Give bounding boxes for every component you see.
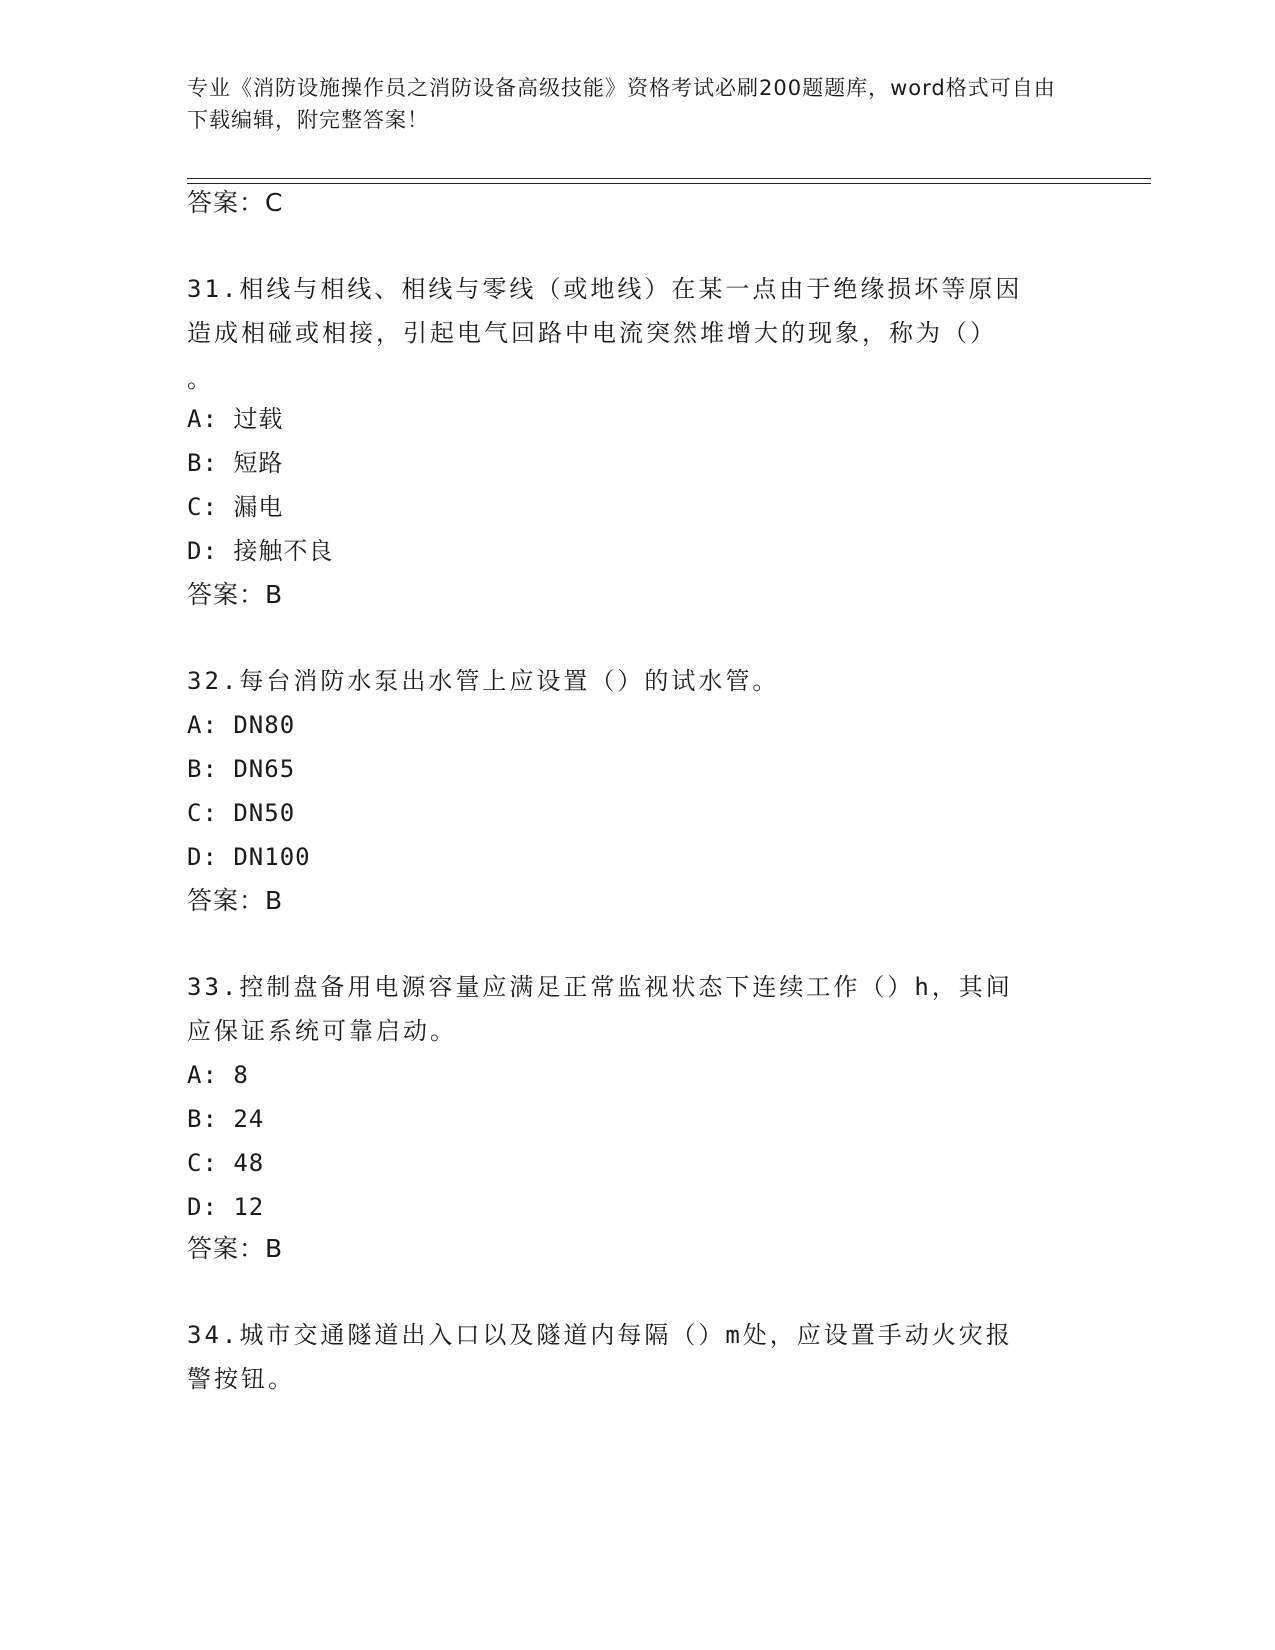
question-33-line-1: 33.控制盘备用电源容量应满足正常监视状态下连续工作（）h，其间 [187, 973, 1013, 1001]
question-33-option-b: B: 24 [187, 1105, 265, 1133]
question-31-line-1: 31.相线与相线、相线与零线（或地线）在某一点由于绝缘损坏等原因 [187, 275, 1023, 303]
question-33-line-2: 应保证系统可靠启动。 [187, 1017, 457, 1045]
question-31-line-3: 。 [187, 365, 214, 393]
question-31-answer: 答案：B [187, 580, 284, 609]
question-32-option-b: B: DN65 [187, 755, 296, 783]
question-31-option-d: D: 接触不良 [187, 537, 334, 565]
question-33-answer: 答案：B [187, 1234, 284, 1263]
question-31-option-c: C: 漏电 [187, 493, 284, 521]
page-header: 专业《消防设施操作员之消防设备高级技能》资格考试必刷200题题库，word格式可自由下载编辑，附完整答案！ [187, 76, 1056, 132]
question-32-line-1: 32.每台消防水泵出水管上应设置（）的试水管。 [187, 667, 780, 695]
previous-answer: 答案：C [187, 188, 284, 217]
question-32-answer: 答案：B [187, 886, 284, 915]
question-34-line-1: 34.城市交通隧道出入口以及隧道内每隔（）m处，应设置手动火灾报 [187, 1321, 1013, 1349]
question-32-option-d: D: DN100 [187, 843, 311, 871]
question-31-line-2: 造成相碰或相接，引起电气回路中电流突然堆增大的现象，称为（） [187, 319, 997, 347]
question-32-option-c: C: DN50 [187, 799, 296, 827]
question-31-option-a: A: 过载 [187, 405, 284, 433]
question-33-option-d: D: 12 [187, 1193, 265, 1221]
question-34-line-2: 警按钮。 [187, 1365, 295, 1393]
question-32-option-a: A: DN80 [187, 711, 296, 739]
question-33-option-a: A: 8 [187, 1061, 249, 1089]
header-divider-top [187, 178, 1151, 179]
header-divider-bottom [187, 183, 1151, 184]
question-31-option-b: B: 短路 [187, 449, 284, 477]
question-33-option-c: C: 48 [187, 1149, 265, 1177]
